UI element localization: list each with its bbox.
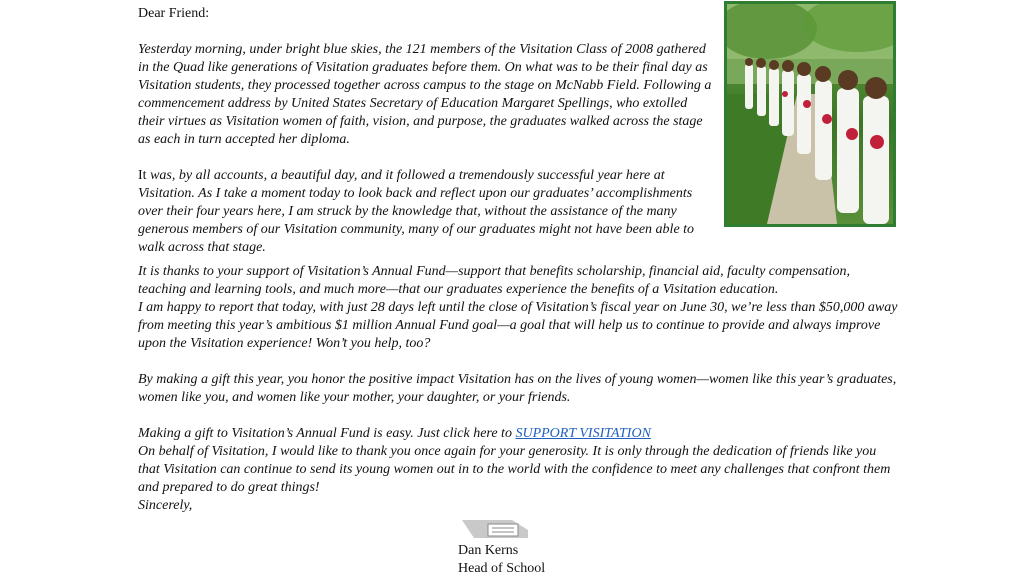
paragraph-how-to-give [138,425,898,443]
paragraph-year-reflection [138,167,713,257]
signer-name: Dan Kerns [458,543,519,558]
paragraph-thanks: On behalf of Visitation, I would like to thank you once again for your generosity. It is only through the dedication of friends like you that Visitation can continue to send its young women out in to the world with the confidence to meet any challenges that confront them and prepared to do great things! [138,444,891,495]
support-visitation-link[interactable]: SUPPORT VISITATION [515,426,651,441]
signature-block [458,542,545,578]
graduation-procession-photo [724,1,896,227]
paragraph-commencement: Yesterday morning, under bright blue skies, the 121 members of the Visitation Class of 2008 gathered in the Quad like generations of Visitation graduates before them. On what was to be their final day as Visitation students, they processed together across campus to the stage on McNabb Field. Following a commencement address by United States Secretary of Education Margaret Spellings, who extolled their virtues as Visitation women of faith, vision, and purpose, the graduates walked across the stage as each in turn accepted her diploma. [138,42,712,147]
paragraph-gift-impact: By making a gift this year, you honor the positive impact Visitation has on the lives of young women—women like this year’s graduates, women like you, and women like your mother, your daughter, or your friends. [138,372,897,405]
greeting: Dear Friend: [138,6,210,21]
signer-title: Head of School [458,561,546,576]
closing: Sincerely, [138,498,193,513]
paragraph-annual-fund: It is thanks to your support of Visitation’s Annual Fund—support that benefits scholarship, financial aid, faculty compensation, teaching and learning tools, and much more—that our graduates experience the benefits of a Visitation education. [138,264,851,297]
paragraph-lead-word: It [138,168,151,183]
paragraph-fund-goal: I am happy to report that today, with just 28 days left until the close of Visitation’s fiscal year on June 30, we’re less than $50,000 away from meeting this year’s ambitious $1 million Annual Fund goal—a goal that will help us to continue to provide and always improve upon the Visitation experience! Won’t you help, too? [138,300,898,351]
visitation-logo-icon [462,518,530,543]
paragraph-year-reflection-text: was, by all accounts, a beautiful day, and it followed a tremendously successful year here at Visitation. As I take a moment today to look back and reflect upon our graduates’ accomplishments over their four years here, I am struck by the knowledge that, without the assistance of the many generous members of our Visitation community, many of our graduates might not have been able to walk across that stage. [138,168,695,255]
how-to-give-text: Making a gift to Visitation’s Annual Fund is easy. Just click here to [138,426,516,441]
graduates-illustration [727,4,893,224]
